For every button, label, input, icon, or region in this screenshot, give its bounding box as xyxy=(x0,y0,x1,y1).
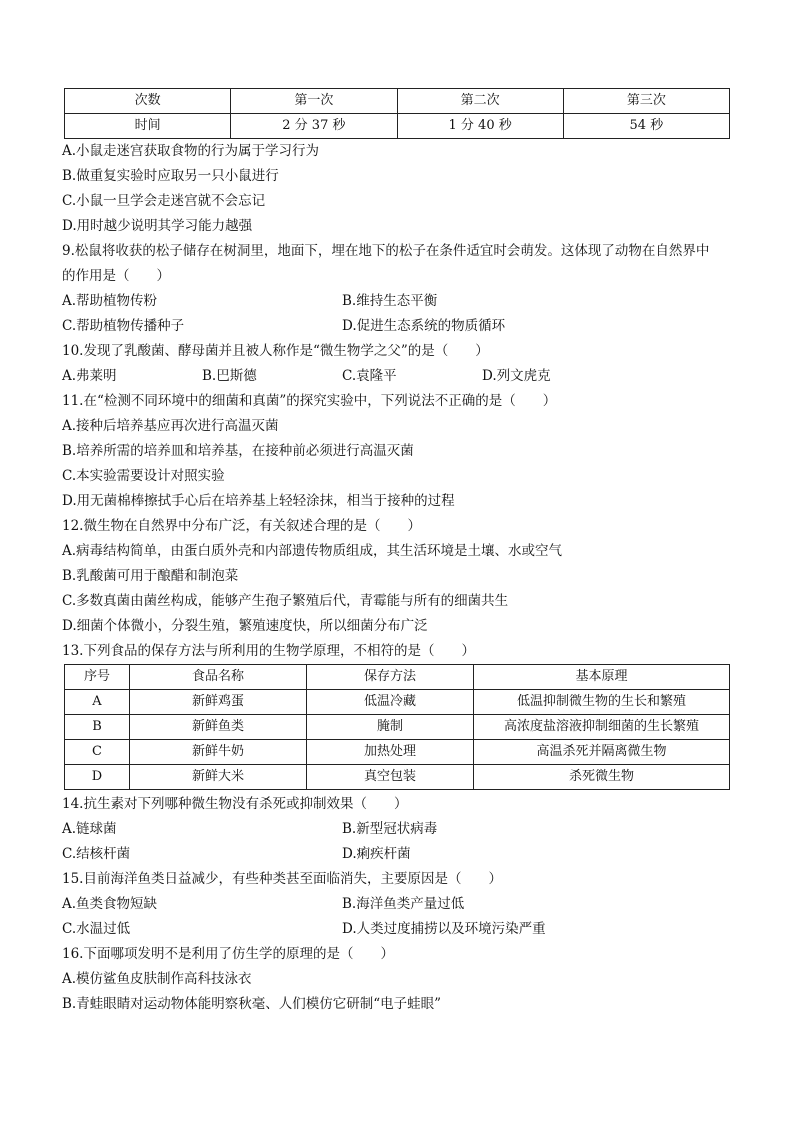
q16-option-b: B.青蛙眼睛对运动物体能明察秋毫、人们模仿它研制“电子蛙眼” xyxy=(62,996,442,1012)
q9-option-d: D.促进生态系统的物质循环 xyxy=(342,318,506,334)
table-cell: 新鲜鸡蛋 xyxy=(130,690,307,715)
table-header-cell: 保存方法 xyxy=(307,665,474,690)
table-cell: B xyxy=(65,715,130,740)
q10-option-b: B.巴斯德 xyxy=(202,368,257,384)
q15-option-c: C.水温过低 xyxy=(62,921,131,937)
q14-option-b: B.新型冠状病毒 xyxy=(342,821,438,837)
maze-time-table xyxy=(64,88,730,139)
table-cell: 真空包装 xyxy=(307,765,474,790)
q9-option-a: A.帮助植物传粉 xyxy=(62,293,158,309)
q15-stem: 15.目前海洋鱼类日益减少，有些种类甚至面临消失，主要原因是（ ） xyxy=(62,871,502,887)
q9-option-c: C.帮助植物传播种子 xyxy=(62,318,185,334)
table-cell: 高浓度盐溶液抑制细菌的生长繁殖 xyxy=(474,715,730,740)
q11-option-b: B.培养所需的培养皿和培养基，在接种前必须进行高温灭菌 xyxy=(62,443,414,459)
q14-stem: 14.抗生素对下列哪种微生物没有杀死或抑制效果（ ） xyxy=(62,796,408,812)
table-row xyxy=(65,114,730,139)
q8-option-b: B.做重复实验时应取另一只小鼠进行 xyxy=(62,168,279,184)
q12-option-a: A.病毒结构简单，由蛋白质外壳和内部遗传物质组成，其生活环境是土壤、水或空气 xyxy=(62,543,563,559)
q13-stem: 13.下列食品的保存方法与所利用的生物学原理，不相符的是（ ） xyxy=(62,643,475,659)
q11-option-d: D.用无菌棉棒擦拭手心后在培养基上轻轻涂抹，相当于接种的过程 xyxy=(62,493,455,509)
q16-option-a: A.模仿鲨鱼皮肤制作高科技泳衣 xyxy=(62,971,252,987)
q16-stem: 16.下面哪项发明不是利用了仿生学的原理的是（ ） xyxy=(62,946,394,962)
table-row xyxy=(65,715,730,740)
table-cell: C xyxy=(65,740,130,765)
table-header-cell: 序号 xyxy=(65,665,130,690)
q9-stem-line1: 9.松鼠将收获的松子储存在树洞里，地面下，埋在地下的松子在条件适宜时会萌发。这体现了动物在自然界中 xyxy=(62,243,710,259)
table-cell: 1 分 40 秒 xyxy=(397,114,563,139)
table-row xyxy=(65,740,730,765)
table-cell: 新鲜鱼类 xyxy=(130,715,307,740)
q14-option-a: A.链球菌 xyxy=(62,821,117,837)
q10-stem: 10.发现了乳酸菌、酵母菌并且被人称作是“微生物学之父”的是（ ） xyxy=(62,343,489,359)
q10-option-d: D.列文虎克 xyxy=(482,368,551,384)
q8-option-d: D.用时越少说明其学习能力越强 xyxy=(62,218,253,234)
table-cell: 杀死微生物 xyxy=(474,765,730,790)
q11-option-c: C.本实验需要设计对照实验 xyxy=(62,468,225,484)
q12-option-d: D.细菌个体微小，分裂生殖，繁殖速度快，所以细菌分布广泛 xyxy=(62,618,428,634)
table-header-row xyxy=(65,89,730,114)
table-header-cell: 次数 xyxy=(65,89,231,114)
table-cell: 加热处理 xyxy=(307,740,474,765)
table-cell: 时间 xyxy=(65,114,231,139)
q15-option-d: D.人类过度捕捞以及环境污染严重 xyxy=(342,921,546,937)
q14-option-c: C.结核杆菌 xyxy=(62,846,131,862)
q14-option-d: D.痢疾杆菌 xyxy=(342,846,411,862)
table-cell: 2 分 37 秒 xyxy=(231,114,397,139)
q9-stem-line2: 的作用是（ ） xyxy=(62,268,170,284)
q8-option-c: C.小鼠一旦学会走迷宫就不会忘记 xyxy=(62,193,266,209)
table-header-cell: 第一次 xyxy=(231,89,397,114)
table-row xyxy=(65,765,730,790)
q15-option-a: A.鱼类食物短缺 xyxy=(62,896,158,912)
q8-option-a: A.小鼠走迷宫获取食物的行为属于学习行为 xyxy=(62,143,320,159)
table-header-row xyxy=(65,665,730,690)
table-cell: D xyxy=(65,765,130,790)
table-cell: 新鲜大米 xyxy=(130,765,307,790)
q11-option-a: A.接种后培养基应再次进行高温灭菌 xyxy=(62,418,279,434)
table-cell: 腌制 xyxy=(307,715,474,740)
q12-stem: 12.微生物在自然界中分布广泛，有关叙述合理的是（ ） xyxy=(62,518,421,534)
table-header-cell: 食品名称 xyxy=(130,665,307,690)
table-header-cell: 基本原理 xyxy=(474,665,730,690)
table-cell: 高温杀死并隔离微生物 xyxy=(474,740,730,765)
table-cell: 54 秒 xyxy=(563,114,729,139)
table-cell: A xyxy=(65,690,130,715)
q15-option-b: B.海洋鱼类产量过低 xyxy=(342,896,465,912)
q12-option-c: C.多数真菌由菌丝构成，能够产生孢子繁殖后代，青霉能与所有的细菌共生 xyxy=(62,593,509,609)
table-cell: 低温冷藏 xyxy=(307,690,474,715)
q10-option-a: A.弗莱明 xyxy=(62,368,117,384)
q12-option-b: B.乳酸菌可用于酿醋和制泡菜 xyxy=(62,568,239,584)
table-header-cell: 第二次 xyxy=(397,89,563,114)
q11-stem: 11.在“检测不同环境中的细菌和真菌”的探究实验中，下列说法不正确的是（ ） xyxy=(62,393,557,409)
q9-option-b: B.维持生态平衡 xyxy=(342,293,438,309)
table-cell: 低温抑制微生物的生长和繁殖 xyxy=(474,690,730,715)
q10-option-c: C.袁隆平 xyxy=(342,368,397,384)
food-preservation-table xyxy=(64,664,730,790)
table-row xyxy=(65,690,730,715)
table-header-cell: 第三次 xyxy=(563,89,729,114)
table-cell: 新鲜牛奶 xyxy=(130,740,307,765)
